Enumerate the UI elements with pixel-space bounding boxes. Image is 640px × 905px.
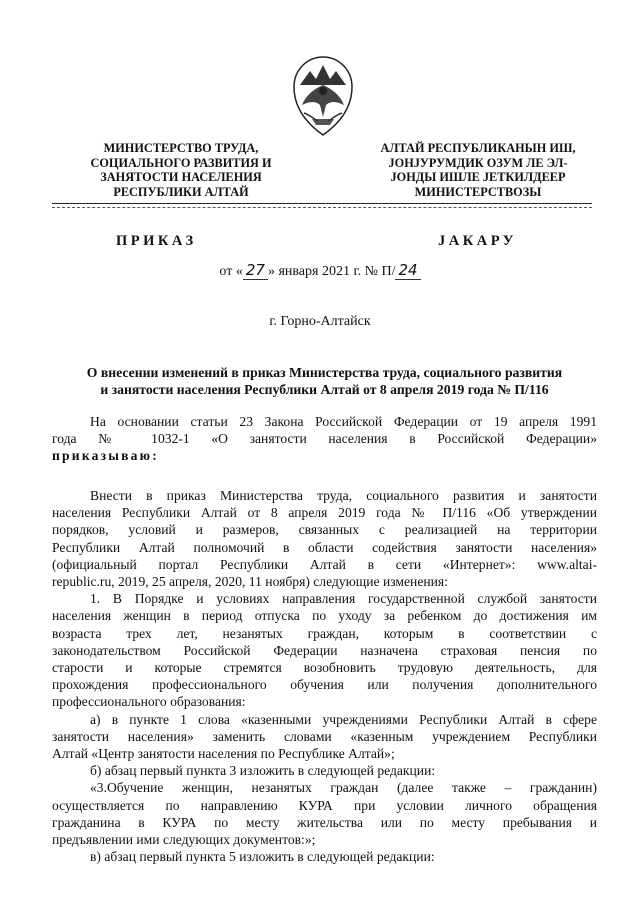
title-line: и занятости населения Республики Алтай от 8 апреля 2019 года № П/116: [100, 382, 549, 397]
place-of-issue: г. Горно-Алтайск: [269, 314, 371, 329]
order-date-line: [0, 261, 640, 280]
ministry-name-russian: [66, 141, 296, 199]
amendments-paragraph: [52, 487, 597, 865]
text-line: занятости населения» заменить словами «казенным учреждением Республики: [52, 728, 597, 744]
ministry-name-line: ЈОНЈУРУМДИК ОЗУМ ЛЕ ЭЛ-: [388, 155, 568, 170]
ministry-name-altai: [358, 141, 598, 199]
text-line: населения женщин в период отпуска по уходу за ребенком до достижения им: [52, 608, 597, 624]
text-line: осуществляется по направлению КУРА при условии личного обращения: [52, 797, 597, 813]
ministry-name-line: АЛТАЙ РЕСПУБЛИКАНЫН ИШ,: [380, 141, 576, 155]
text-line: в) абзац первый пункта 5 изложить в следующей редакции:: [90, 849, 435, 865]
ministry-name-line: ЈОНДЫ ИШЛЕ ЈЕТКИЛДЕЕР: [390, 170, 566, 185]
text-line: На основании статьи 23 Закона Российской Федерации от 19 апреля 1991: [90, 414, 597, 429]
text-line: Алтай «Центр занятости населения по Республике Алтай»;: [52, 746, 395, 762]
document-title: [52, 364, 597, 398]
text-line: republic.ru, 2019, 25 апреля, 2020, 11 ноября) следующие изменения:: [52, 574, 448, 590]
text-line: профессионального образования:: [52, 694, 246, 710]
ministry-name-line: МИНИСТЕРСТВО ТРУДА,: [103, 141, 259, 155]
text-line: Республики Алтай полномочий в области содействия занятости населения»: [52, 539, 597, 555]
text-line: порядков, условий и размеров, связанных с реализацией на территории: [52, 522, 597, 538]
date-middle: » января 2021 г. № П/: [267, 264, 396, 279]
date-prefix: от «: [219, 264, 243, 279]
text-line: (официальный портал Республики Алтай в сети «Интернет»: www.altai-: [52, 556, 597, 572]
order-word: приказываю:: [52, 448, 159, 464]
text-line: «3.Обучение женщин, незанятых граждан (далее также – гражданин): [90, 780, 597, 796]
header-divider: [52, 203, 592, 204]
coat-of-arms-emblem: [290, 55, 356, 137]
order-label-russian: ПРИКАЗ: [116, 233, 197, 249]
ministry-name-line: ЗАНЯТОСТИ НАСЕЛЕНИЯ: [100, 170, 262, 185]
ministry-name-line: МИНИСТЕРСТВОЗЫ: [414, 184, 542, 199]
handwritten-order-number: 24: [395, 261, 420, 280]
text-line: старости и которые стремятся возобновить трудовую деятельность, для: [52, 660, 597, 676]
preamble-paragraph: [52, 413, 597, 465]
ministry-name-line: РЕСПУБЛИКИ АЛТАЙ: [113, 184, 249, 199]
text-line: б) абзац первый пункта 3 изложить в следующей редакции:: [90, 763, 436, 779]
text-line: законодательством Российской Федерации назначена страховая пенсия по: [52, 642, 597, 658]
text-line: предъявлении ими следующих документов:»;: [52, 832, 316, 848]
text-line: года № 1032-1 «О занятости населения в Российской Федерации»: [52, 431, 597, 447]
handwritten-day: 27: [243, 261, 268, 280]
title-line: О внесении изменений в приказ Министерства труда, социального развития: [86, 365, 563, 380]
text-line: Внести в приказ Министерства труда, социального развития и занятости: [90, 488, 597, 503]
order-label-altai: ЈАКАРУ: [438, 233, 517, 249]
text-line: а) в пункте 1 слова «казенными учреждениями Республики Алтай в сфере: [90, 711, 597, 727]
ministry-name-line: СОЦИАЛЬНОГО РАЗВИТИЯ И: [90, 155, 272, 170]
text-line: населения Республики Алтай от 8 апреля 2019 года № П/116 «Об утверждении: [52, 505, 597, 521]
text-line: гражданина в КУРА по месту жительства или по месту пребывания и: [52, 814, 597, 830]
text-line: возраста трех лет, незанятых граждан, которым в соответствии с: [52, 625, 597, 641]
text-line: 1. В Порядке и условиях направления государственной службой занятости: [90, 591, 597, 607]
text-line: прохождения профессионального обучения или получения дополнительного: [52, 677, 597, 693]
header-divider-dashed: [52, 207, 592, 208]
